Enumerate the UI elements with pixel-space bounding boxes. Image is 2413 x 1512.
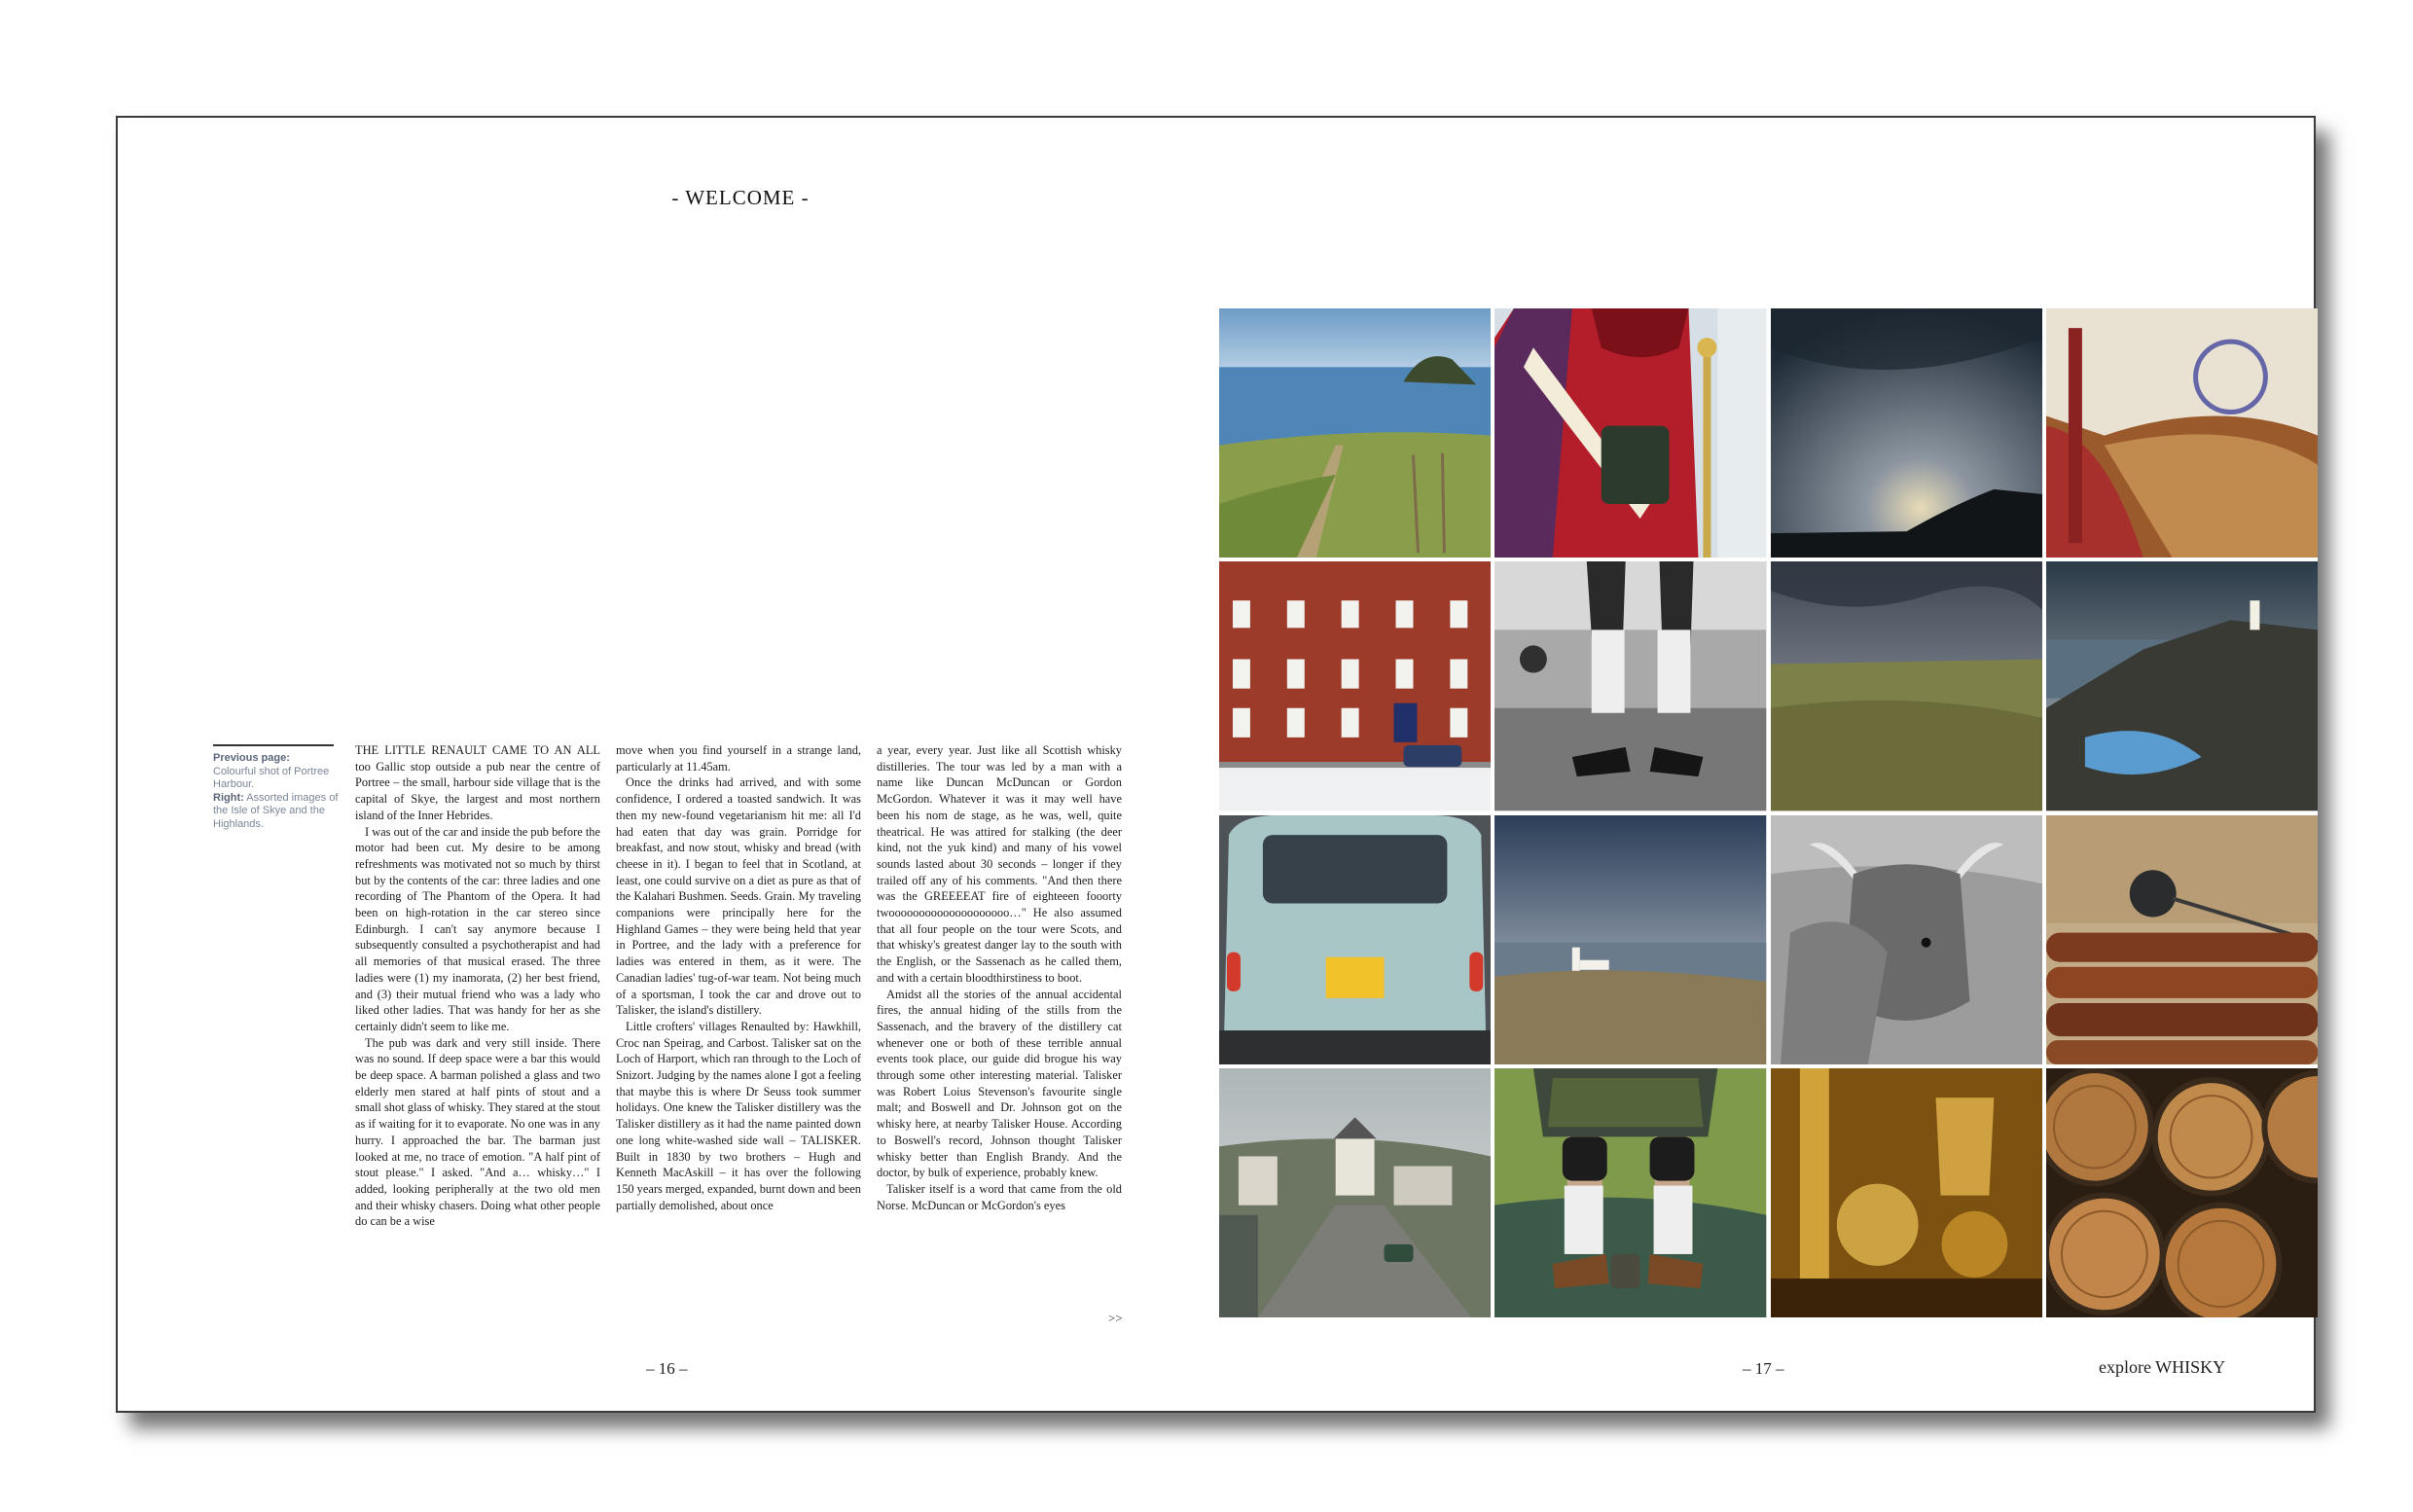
article-paragraph: The pub was dark and very still inside. There was no sound. If deep space were a bar this would be deep space. A barman polished a glass and two elderly men stared at half pints of stout and a small shot glass of whisky. They stared at the stout as if waiting for it to evaporate. No one was in any hurry. I approached the bar. The barman just looked at me, no trace of emotion. "A half pint of stout please." I asked. "And a… whisky…" I added, looking peripherally at the two old men and their whisky chasers. Doing what other people do can be a wise (355, 1035, 600, 1229)
whisky-casks-photo (2046, 1068, 2318, 1317)
magazine-name: explore WHISKY (2099, 1357, 2226, 1377)
moorland-storm-photo (1771, 561, 2042, 810)
article-paragraph: a year, every year. Just like all Scottish whisky distilleries. The tour was led by a man with a name like Duncan McDuncan or Gordon McGordon. Whatever it was it may well have been his nom de stage, as he was, well, quite theatrical. He was attired for stalking (the deer kind, not the yuk kind) and many of his vowel sounds lasted about 30 seconds – longer if they trailed off any of his comments. "And then there was the GREEEEAT fire of eighteeen fooorty twoooooooooooooooooooo…" He also assumed that all four people on the tour were Scots, and that whisky's greatest danger lay to the south with the English, or the Sassenach as he called them, and with a certain bloodthirstiness to boot. (877, 743, 1122, 985)
caption-prev-label: Previous page: (213, 752, 290, 764)
highland-cow-photo (1771, 815, 2042, 1064)
village-street-photo (1219, 1068, 1491, 1317)
page-number-right: – 17 – (1743, 1359, 1784, 1378)
article-paragraph: move when you find yourself in a strange land, particularly at 11.45am. (616, 743, 861, 774)
article-paragraph: THE LITTLE RENAULT CAME TO AN ALL too Gallic stop outside a pub near the centre of Portree – the small, harbour side village that is the capital of Skye, the largest and most northern island of the Inner Hebrides. (355, 743, 600, 822)
old-ledger-books-photo (2046, 308, 2318, 558)
coastal-path-photo (1219, 308, 1491, 558)
photo-caption (213, 752, 340, 831)
caption-right-text: Assorted images of the Isle of Skye and the Highlands. (213, 791, 339, 830)
article-column-1 (355, 742, 600, 1299)
article-column-2 (616, 742, 861, 1299)
continue-marker: >> (1108, 1311, 1123, 1325)
lighthouse-rocks-photo (2046, 561, 2318, 810)
photo-grid (1219, 308, 2318, 1317)
dusk-headland-photo (1771, 308, 2042, 558)
lighthouse-coast-photo (1495, 815, 1766, 1064)
kilted-athlete-photo (1495, 1068, 1766, 1317)
caption-prev-text: Colourful shot of Portree Harbour. (213, 765, 330, 790)
article-paragraph: Amidst all the stories of the annual accidental fires, the annual hiding of the stills from the Sassenach, and the bravery of the distillery cat whenever one or both of these terrible annual events took place, our guide did brogue his way through some other interesting material. Talisker was Robert Loius Stevenson's favourite single malt; and Boswell and Dr. Johnson got on the whisky here, at nearby Talisker House. According to Boswell's record, Johnson thought Talisker whisky better than English Brandy. And the doctor, by bulk of experience, probably knew. (877, 987, 1122, 1180)
caption-right-label: Right: (213, 791, 244, 804)
article-column-3 (877, 742, 1122, 1299)
highland-dancer-feet-photo (1495, 561, 1766, 810)
caber-hammer-photo (2046, 815, 2318, 1064)
magazine-spread (116, 116, 2316, 1413)
article-paragraph: I was out of the car and inside the pub before the motor had been cut. My desire to be among refreshments was motivated not so much by thirst but by the contents of the car: three ladies and one recording of The Phantom of the Opera. It had been on high-rotation in the car stereo since Edinburgh. I can't say anymore because I subsequently consulted a psychotherapist and had all memories of that musical erased. The three ladies were (1) my inamorata, (2) her best friend, and (3) their mutual friend who was a lady who liked other ladies. That was handy for her as she certainly didn't seem to like me. (355, 824, 600, 1033)
section-title: - WELCOME - (671, 186, 810, 209)
piper-tartan-photo (1495, 308, 1766, 558)
article-paragraph: Once the drinks had arrived, and with some confidence, I ordered a toasted sandwich. It was then my new-found vegetarianism hit me: all I'd had eaten that day was grain. Porridge for breakfast, and now stout, whisky and bread (with cheese in it). I began to feel that in Scotland, at least, one could survive on a diet as pure as that of the Kalahari Bushmen. Seeds. Grain. My traveling companions were principally here for the Highland Games – they were being held that year in Portree, and the lady with a preference for ladies was entered in them, as it were. The Canadian ladies' tug-of-war team. Not being much of a sportsman, I took the car and drove out to Talisker, the island's distillery. (616, 775, 861, 1018)
caption-rule (213, 744, 334, 746)
whisky-glasses-photo (1771, 1068, 2042, 1317)
article-paragraph: Little crofters' villages Renaulted by: Hawkhill, Croc nan Speirag, and Carbost. Talisker sat on the Loch of Harport, which ran through to the Loch of Snizort. Judging by the names alone I got a feeling that maybe this is where Dr Seuss took summer holidays. One knew the Talisker distillery was the Talisker distillery as it had the name painted down one long white-washed side wall – TALISKER. Built in 1830 by two brothers – Hugh and Kenneth MacAskill – it has over the following 150 years merged, expanded, burnt down and been partially demolished, about once (616, 1019, 861, 1212)
article-paragraph: Talisker itself is a word that came from the old Norse. McDuncan or McGordon's eyes (877, 1181, 1122, 1212)
renault-rear-photo (1219, 815, 1491, 1064)
page-number-left: – 16 – (646, 1359, 688, 1378)
red-brick-building-photo (1219, 561, 1491, 810)
